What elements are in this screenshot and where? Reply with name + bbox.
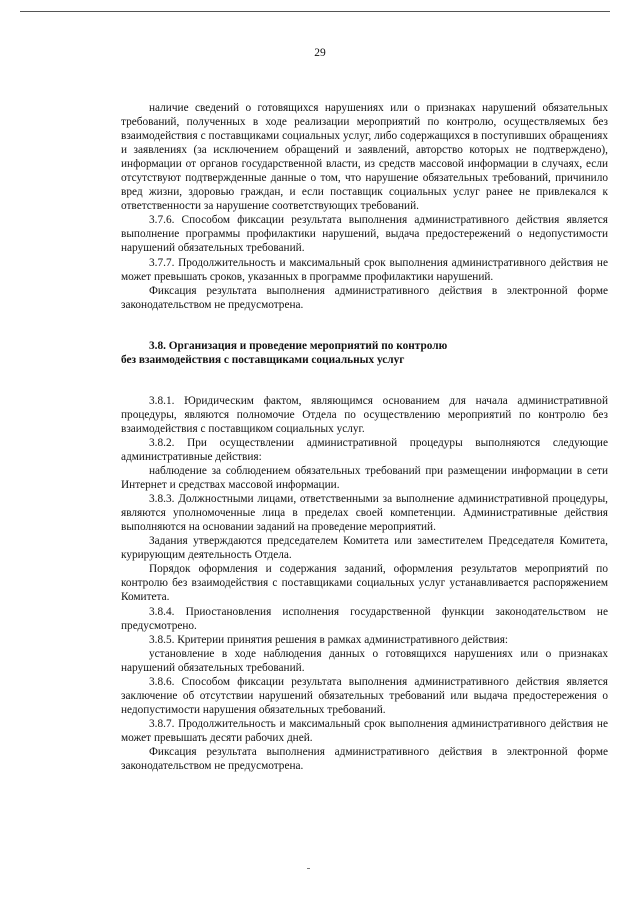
paragraph: Фиксация результата выполнения административного действия в электронной форме законодательством не предусмотрена.	[121, 284, 608, 311]
paragraph: 3.8.3. Должностными лицами, ответственными за выполнение административной процедуры, являются уполномоченные лица в пределах своей компетенции. Административные действия выполняются на основании заданий на проведение мероприятий.	[121, 493, 608, 534]
paragraph: Порядок оформления и содержания заданий, оформления результатов мероприятий по контролю без взаимодействия с поставщиками социальных услуг устанавливается распоряжением Комитета.	[121, 563, 608, 604]
header-rule	[20, 11, 610, 12]
paragraph: наблюдение за соблюдением обязательных требований при размещении информации в сети Интернет и средствах массовой информации.	[121, 465, 608, 492]
paragraph: наличие сведений о готовящихся нарушениях или о признаках нарушений обязательных требований, полученных в ходе реализации мероприятий по контролю, осуществляемых без взаимодействия с поставщиками социальных услуг, либо содержащихся в поступивших обращениях и заявлениях (за исключением обращений и заявлений, авторство которых не подтверждено), информации от органов государственной власти, из средств массовой информации в случаях, если отсутствуют подтвержденные данные о том, что нарушение обязательных требований, причинило вред жизни, здоровью граждан, и если поставщик социальных услуг ранее не привлекался к ответственности за нарушение соответствующих требований.	[121, 102, 608, 213]
paragraph: 3.8.6. Способом фиксации результата выполнения административного действия является заключение об отсутствии нарушений обязательных требований или выдача предостережения о недопустимости нарушения обязательных требований.	[121, 675, 608, 716]
paragraph: 3.8.2. При осуществлении административной процедуры выполняются следующие административные действия:	[121, 436, 608, 463]
scan-mark	[307, 868, 310, 869]
paragraph: Фиксация результата выполнения административного действия в электронной форме законодательством не предусмотрена.	[121, 745, 608, 773]
paragraph: 3.7.7. Продолжительность и максимальный срок выполнения административного действия не может превышать сроков, указанных в программе профилактики нарушений.	[121, 256, 608, 283]
paragraph: Задания утверждаются председателем Комитета или заместителем Председателя Комитета, курирующим деятельность Отдела.	[121, 535, 608, 562]
paragraph: 3.8.7. Продолжительность и максимальный срок выполнения административного действия не может превышать десяти рабочих дней.	[121, 717, 608, 744]
paragraph: 3.8.5. Критерии принятия решения в рамках административного действия:	[149, 633, 509, 646]
page-number: 29	[314, 47, 326, 59]
paragraph: 3.8.1. Юридическим фактом, являющимся основанием для начала административной процедуры, являются полномочие Отдела по осуществлению мероприятий по контролю без взаимодействия с поставщиком социальных услуг.	[121, 394, 608, 435]
section-heading-line1: 3.8. Организация и проведение мероприятий по контролю	[149, 339, 448, 352]
section-heading	[121, 339, 608, 367]
paragraph: 3.7.6. Способом фиксации результата выполнения административного действия является выполнение программы профилактики нарушений, выдача предостережений о недопустимости нарушений обязательных требований.	[121, 214, 608, 255]
document-body	[121, 101, 608, 773]
paragraph: установление в ходе наблюдения данных о готовящихся нарушениях или о признаках нарушений обязательных требований.	[121, 647, 608, 674]
paragraph: 3.8.4. Приостановления исполнения государственной функции законодательством не предусмотрено.	[121, 605, 608, 632]
section-heading-line2: без взаимодействия с поставщиками социальных услуг	[121, 353, 405, 366]
